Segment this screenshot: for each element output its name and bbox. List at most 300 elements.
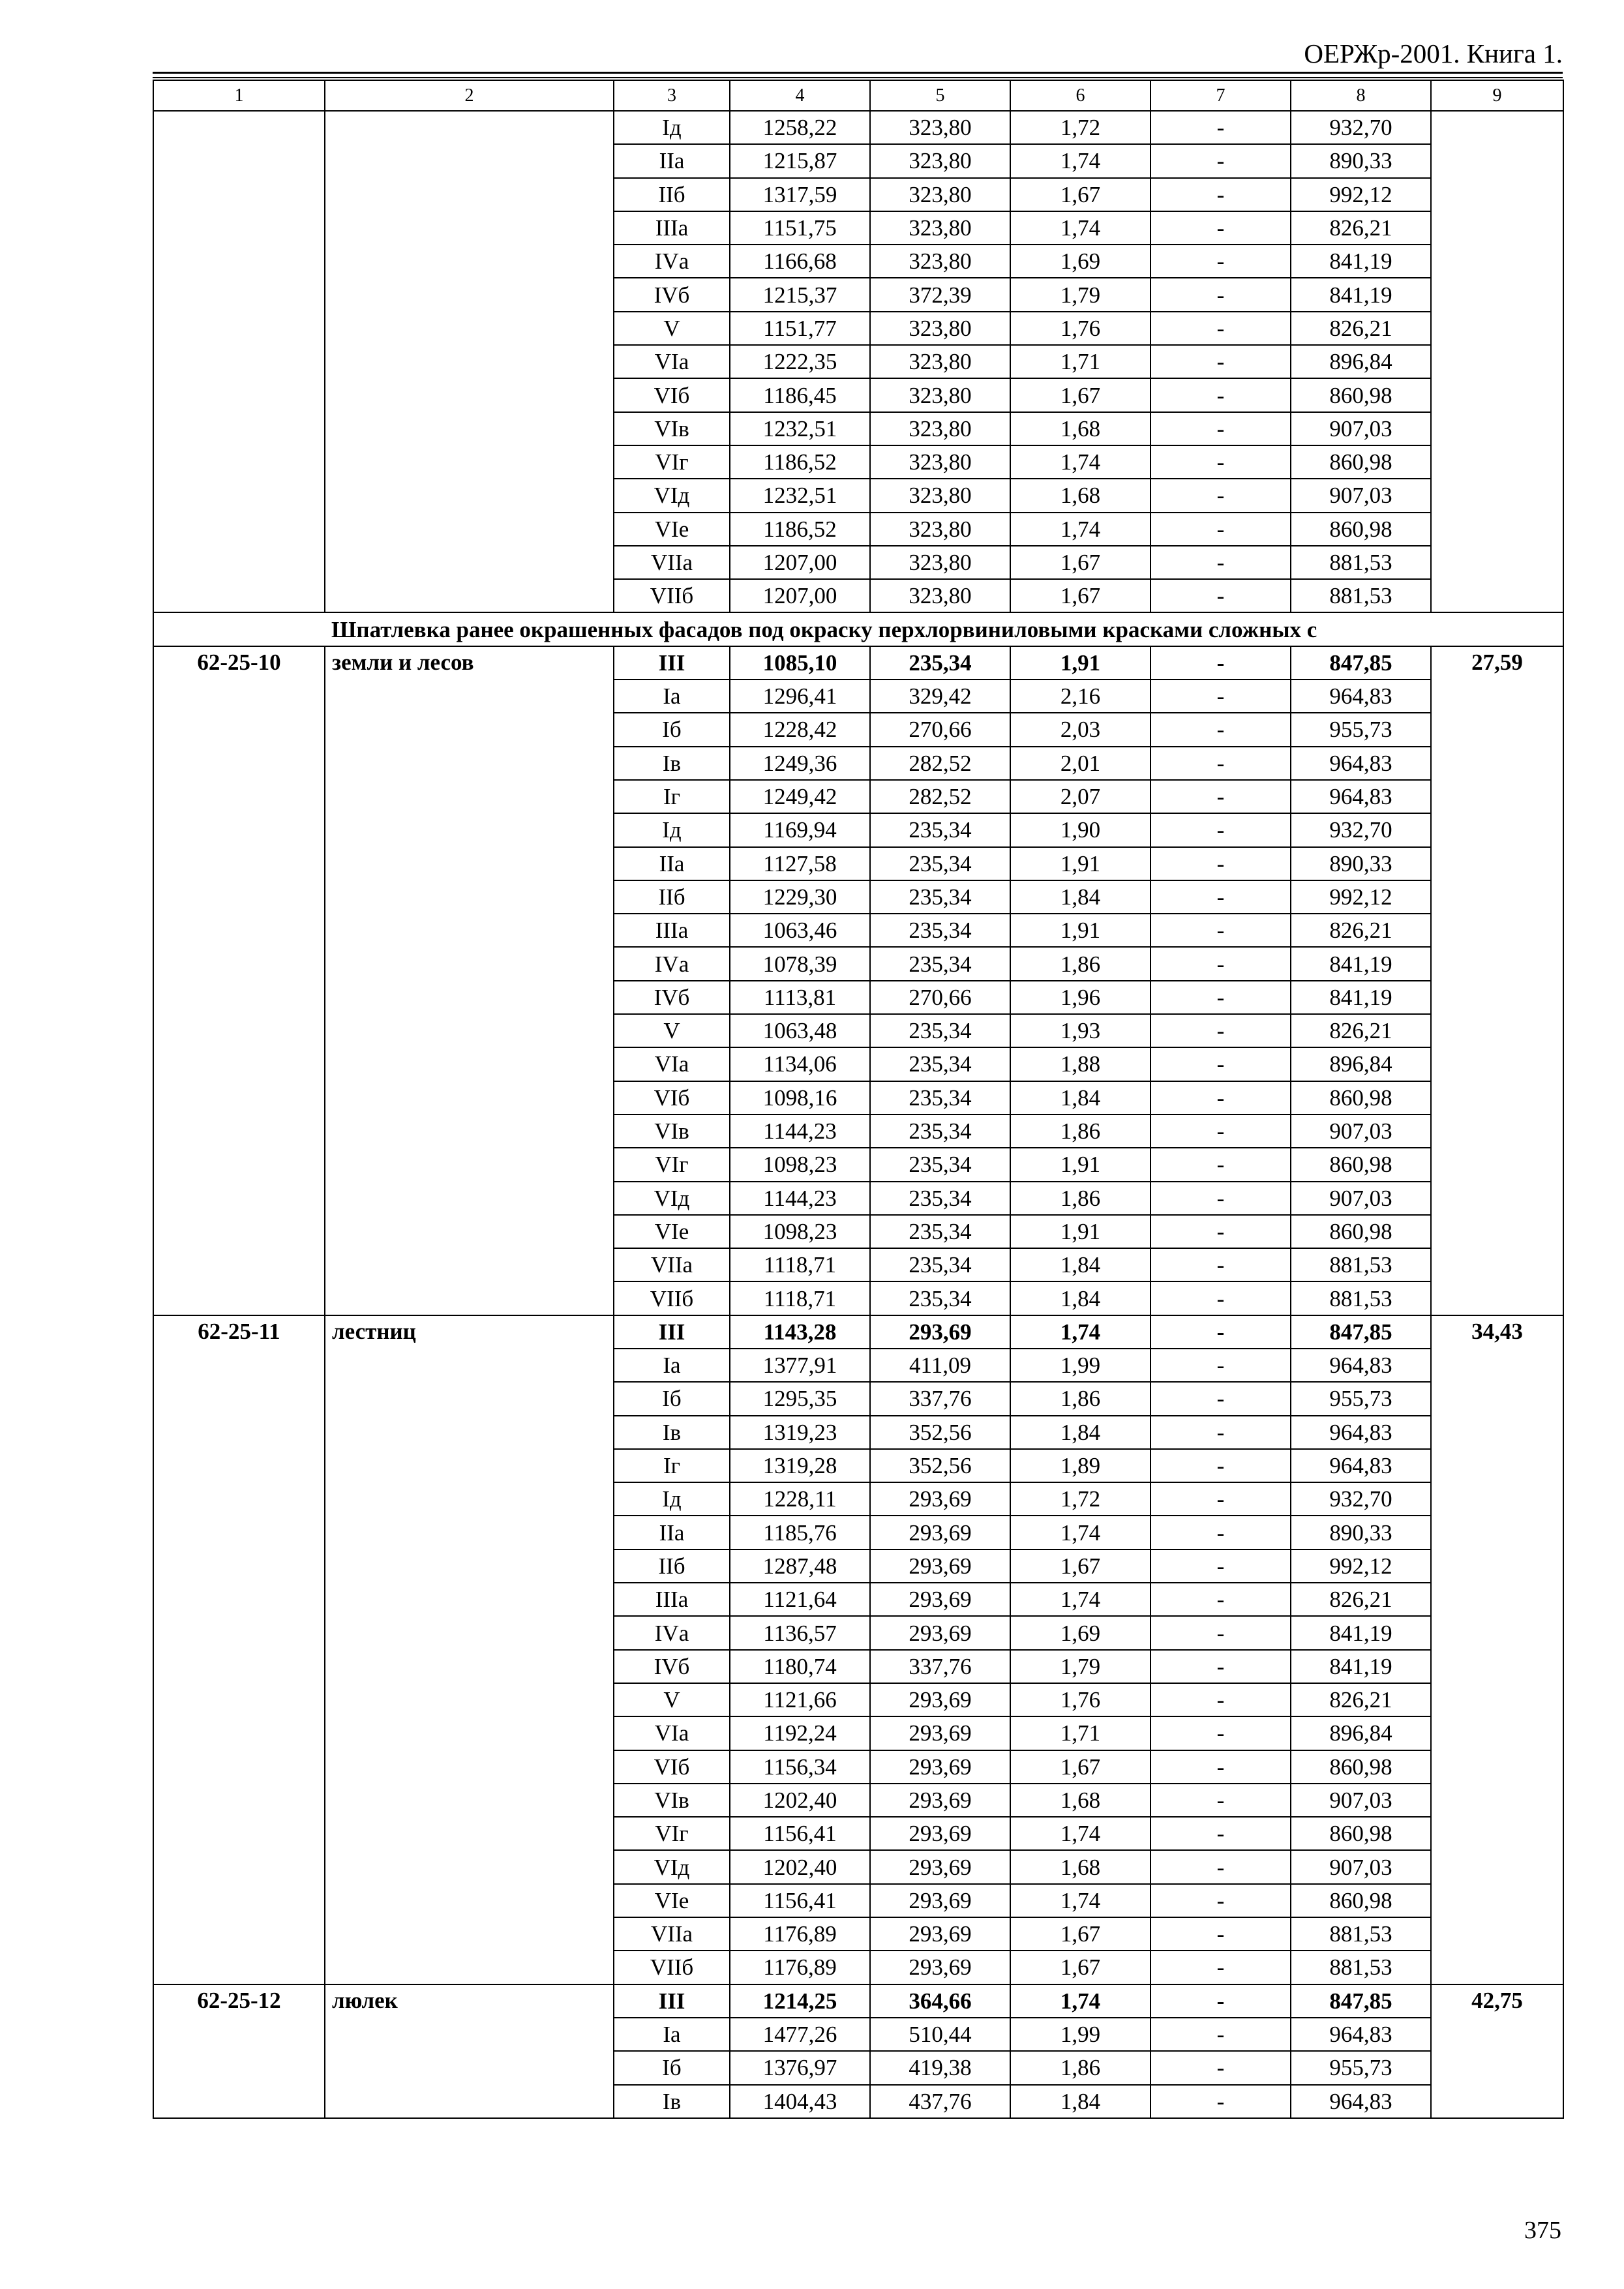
table-cell: 1136,57 [730,1616,870,1649]
table-cell: 323,80 [870,479,1010,512]
table-cell: 437,76 [870,2085,1010,2118]
table-cell: 1,84 [1010,2085,1150,2118]
table-cell: 860,98 [1291,1148,1431,1181]
table-cell: 826,21 [1291,312,1431,345]
table-cell: - [1150,1750,1291,1784]
table-cell: - [1150,1549,1291,1583]
table-cell: 881,53 [1291,1281,1431,1315]
table-cell: 907,03 [1291,1115,1431,1148]
table-cell: 1098,23 [730,1148,870,1181]
table-cell: IIIа [614,211,730,245]
table-cell: 293,69 [870,1482,1010,1516]
table-cell: 1,74 [1010,1516,1150,1549]
work-name: люлек [325,1984,614,2118]
rates-table-body [153,80,1563,2118]
table-cell: 323,80 [870,111,1010,144]
table-cell: 293,69 [870,1850,1010,1883]
table-cell: - [1150,747,1291,780]
table-cell: - [1150,245,1291,278]
table-cell: 1,68 [1010,479,1150,512]
table-cell: 1,74 [1010,1315,1150,1349]
table-cell: 1186,52 [730,445,870,479]
table-cell: - [1150,1817,1291,1850]
table-cell: 1,67 [1010,1951,1150,1984]
table-cell: 235,34 [870,1248,1010,1281]
table-cell: 1477,26 [730,2018,870,2051]
table-cell: - [1150,1014,1291,1047]
table-cell: 826,21 [1291,914,1431,947]
column-9-value: 27,59 [1431,646,1563,1315]
table-cell: 323,80 [870,345,1010,378]
column-number-header: 7 [1150,80,1291,111]
table-cell: 1,91 [1010,847,1150,880]
table-cell: 860,98 [1291,378,1431,411]
table-cell: VIб [614,378,730,411]
table-cell: - [1150,1583,1291,1616]
table-cell: 1,84 [1010,1281,1150,1315]
table-cell: 1,71 [1010,1716,1150,1750]
table-cell: 1,67 [1010,1549,1150,1583]
table-cell: 323,80 [870,445,1010,479]
table-cell: 1,67 [1010,546,1150,579]
table-cell: 323,80 [870,412,1010,445]
table-cell: - [1150,378,1291,411]
table-cell: 964,83 [1291,2018,1431,2051]
table-cell: IIIа [614,914,730,947]
table-cell: 1,74 [1010,144,1150,177]
table-cell: 860,98 [1291,1884,1431,1917]
table-cell: 1,86 [1010,2051,1150,2084]
table-cell: VIа [614,1716,730,1750]
table-cell: Iд [614,1482,730,1516]
table-cell: - [1150,1884,1291,1917]
table-cell: VIIа [614,546,730,579]
table-cell: 1156,41 [730,1817,870,1850]
column-number-header: 5 [870,80,1010,111]
table-cell: 964,83 [1291,2085,1431,2118]
table-cell: 323,80 [870,513,1010,546]
table-cell: - [1150,479,1291,512]
table-cell: - [1150,1148,1291,1181]
table-cell: 352,56 [870,1449,1010,1482]
table-cell: III [614,646,730,680]
table-cell: 1,74 [1010,513,1150,546]
table-cell: 1,84 [1010,1248,1150,1281]
table-cell: 235,34 [870,947,1010,980]
table-cell: 1,76 [1010,312,1150,345]
table-cell: VIе [614,1884,730,1917]
table-cell: 1,67 [1010,1750,1150,1784]
table-cell: 896,84 [1291,345,1431,378]
table-cell: - [1150,312,1291,345]
table-cell: Iб [614,713,730,746]
table-cell: 992,12 [1291,1549,1431,1583]
table-row [153,1315,1563,1349]
table-cell: 1151,77 [730,312,870,345]
table-cell: 860,98 [1291,513,1431,546]
table-cell: 881,53 [1291,579,1431,612]
table-cell: 881,53 [1291,1917,1431,1951]
table-cell: VIIа [614,1917,730,1951]
table-cell: 323,80 [870,378,1010,411]
table-cell: 1295,35 [730,1382,870,1415]
table-cell: 860,98 [1291,445,1431,479]
table-cell: 1098,23 [730,1215,870,1248]
table-cell: 1317,59 [730,178,870,211]
table-cell: 932,70 [1291,111,1431,144]
table-cell: 1192,24 [730,1716,870,1750]
table-cell: 907,03 [1291,1850,1431,1883]
table-cell: 1229,30 [730,880,870,914]
table-cell: 1,74 [1010,445,1150,479]
table-cell: 235,34 [870,1014,1010,1047]
table-cell: 2,01 [1010,747,1150,780]
table-cell: 293,69 [870,1716,1010,1750]
table-cell: Iа [614,2018,730,2051]
rate-code [153,111,325,612]
table-cell: 841,19 [1291,981,1431,1014]
table-cell: 1,68 [1010,1850,1150,1883]
table-cell: 235,34 [870,914,1010,947]
table-cell: 2,07 [1010,780,1150,813]
table-cell: 847,85 [1291,1315,1431,1349]
table-cell: 841,19 [1291,1650,1431,1683]
table-cell: 1319,28 [730,1449,870,1482]
table-cell: 1,84 [1010,1081,1150,1115]
table-cell: 907,03 [1291,412,1431,445]
table-cell: VIе [614,1215,730,1248]
table-cell: - [1150,1784,1291,1817]
table-cell: - [1150,2051,1291,2084]
table-cell: 1319,23 [730,1416,870,1449]
table-cell: 510,44 [870,2018,1010,2051]
table-cell: 1,67 [1010,1917,1150,1951]
table-cell: 1143,28 [730,1315,870,1349]
table-cell: 1249,36 [730,747,870,780]
table-cell: 1258,22 [730,111,870,144]
table-cell: - [1150,1248,1291,1281]
table-cell: 329,42 [870,680,1010,713]
column-number-header: 9 [1431,80,1563,111]
table-cell: 235,34 [870,1047,1010,1081]
table-cell: IVб [614,278,730,311]
table-cell: VIб [614,1081,730,1115]
table-cell: 1,84 [1010,1416,1150,1449]
table-cell: IVб [614,1650,730,1683]
table-cell: 1,91 [1010,1148,1150,1181]
table-cell: VIIб [614,579,730,612]
table-cell: 964,83 [1291,680,1431,713]
work-name: лестниц [325,1315,614,1984]
table-cell: 1127,58 [730,847,870,880]
table-cell: 1232,51 [730,479,870,512]
table-cell: 293,69 [870,1549,1010,1583]
table-cell: 992,12 [1291,178,1431,211]
table-cell: 1,79 [1010,278,1150,311]
table-cell: IVа [614,1616,730,1649]
table-cell: - [1150,579,1291,612]
table-cell: - [1150,1482,1291,1516]
table-cell: Iд [614,813,730,846]
column-number-header: 1 [153,80,325,111]
table-cell: VIе [614,513,730,546]
table-cell: 1085,10 [730,646,870,680]
table-cell: 2,16 [1010,680,1150,713]
column-number-row [153,80,1563,111]
table-cell: 1,88 [1010,1047,1150,1081]
table-cell: 1,91 [1010,646,1150,680]
table-cell: IIа [614,144,730,177]
table-cell: IIб [614,178,730,211]
table-cell: 1215,87 [730,144,870,177]
table-cell: 235,34 [870,880,1010,914]
table-cell: 1,72 [1010,1482,1150,1516]
table-cell: 293,69 [870,1784,1010,1817]
table-cell: 293,69 [870,1616,1010,1649]
table-cell: - [1150,546,1291,579]
table-cell: - [1150,2085,1291,2118]
table-cell: 323,80 [870,245,1010,278]
header-rule-thick [153,72,1563,74]
table-cell: 1,67 [1010,579,1150,612]
table-cell: - [1150,1215,1291,1248]
table-cell: - [1150,211,1291,245]
table-cell: 411,09 [870,1349,1010,1382]
table-cell: 1113,81 [730,981,870,1014]
table-cell: 1,76 [1010,1683,1150,1716]
table-cell: VIа [614,345,730,378]
table-cell: 1207,00 [730,546,870,579]
table-cell: 881,53 [1291,1248,1431,1281]
table-cell: - [1150,1716,1291,1750]
work-name [325,111,614,612]
table-cell: - [1150,1047,1291,1081]
table-cell: 932,70 [1291,813,1431,846]
table-cell: 964,83 [1291,1349,1431,1382]
table-cell: Iг [614,1449,730,1482]
table-cell: - [1150,646,1291,680]
table-cell: 1,74 [1010,1984,1150,2018]
table-cell: 323,80 [870,178,1010,211]
table-cell: 1,69 [1010,245,1150,278]
table-cell: 1118,71 [730,1248,870,1281]
table-cell: 1,86 [1010,1115,1150,1148]
table-cell: VIв [614,412,730,445]
table-cell: Iб [614,2051,730,2084]
table-cell: 1376,97 [730,2051,870,2084]
table-cell: - [1150,880,1291,914]
table-cell: 293,69 [870,1817,1010,1850]
table-cell: - [1150,780,1291,813]
table-cell: IIа [614,1516,730,1549]
table-cell: - [1150,1516,1291,1549]
table-cell: 890,33 [1291,847,1431,880]
table-cell: 1404,43 [730,2085,870,2118]
table-cell: VIг [614,445,730,479]
table-cell: IIб [614,1549,730,1583]
table-cell: 1,90 [1010,813,1150,846]
table-cell: 1180,74 [730,1650,870,1683]
section-title: Шпатлевка ранее окрашенных фасадов под окраску перхлорвиниловыми красками сложных с [153,612,1563,646]
table-cell: V [614,1683,730,1716]
table-cell: 964,83 [1291,747,1431,780]
table-cell: 881,53 [1291,1951,1431,1984]
column-number-header: 8 [1291,80,1431,111]
table-cell: - [1150,914,1291,947]
table-cell: 1176,89 [730,1951,870,1984]
table-cell: 293,69 [870,1583,1010,1616]
table-cell: 1215,37 [730,278,870,311]
column-number-header: 2 [325,80,614,111]
table-cell: 1,99 [1010,2018,1150,2051]
table-cell: 1063,48 [730,1014,870,1047]
table-cell: 293,69 [870,1683,1010,1716]
table-cell: 235,34 [870,1148,1010,1181]
table-cell: 235,34 [870,813,1010,846]
table-cell: 293,69 [870,1750,1010,1784]
table-cell: 826,21 [1291,211,1431,245]
column-number-header: 6 [1010,80,1150,111]
table-cell: Iг [614,780,730,813]
table-cell: 955,73 [1291,713,1431,746]
table-cell: 337,76 [870,1650,1010,1683]
table-cell: - [1150,1917,1291,1951]
table-cell: 1134,06 [730,1047,870,1081]
table-cell: 1,93 [1010,1014,1150,1047]
rate-code: 62-25-10 [153,646,325,1315]
table-cell: Iб [614,1382,730,1415]
column-9-value [1431,111,1563,612]
table-cell: - [1150,847,1291,880]
rates-table [153,80,1564,2119]
table-cell: 1,86 [1010,1182,1150,1215]
table-cell: 235,34 [870,847,1010,880]
table-cell: 1202,40 [730,1784,870,1817]
table-cell: VIб [614,1750,730,1784]
table-cell: 1,71 [1010,345,1150,378]
table-cell: - [1150,412,1291,445]
table-cell: 235,34 [870,1281,1010,1315]
table-cell: 1,72 [1010,111,1150,144]
table-cell: 293,69 [870,1951,1010,1984]
table-cell: 1232,51 [730,412,870,445]
table-cell: 1118,71 [730,1281,870,1315]
table-cell: 955,73 [1291,1382,1431,1415]
table-cell: 1,74 [1010,1583,1150,1616]
table-cell: 1,91 [1010,914,1150,947]
table-cell: - [1150,1416,1291,1449]
column-9-value: 34,43 [1431,1315,1563,1984]
table-cell: 1214,25 [730,1984,870,2018]
table-cell: 860,98 [1291,1817,1431,1850]
table-cell: 847,85 [1291,1984,1431,2018]
table-cell: 841,19 [1291,1616,1431,1649]
rate-code: 62-25-12 [153,1984,325,2118]
table-cell: Iд [614,111,730,144]
table-cell: 323,80 [870,312,1010,345]
page-number: 375 [1524,2217,1561,2244]
table-cell: 1249,42 [730,780,870,813]
table-cell: 1,99 [1010,1349,1150,1382]
document-header-title: ОЕРЖр-2001. Книга 1. [1304,38,1563,68]
table-cell: 1,79 [1010,1650,1150,1683]
table-cell: - [1150,1650,1291,1683]
table-cell: 955,73 [1291,2051,1431,2084]
table-cell: - [1150,111,1291,144]
table-cell: 890,33 [1291,1516,1431,1549]
table-cell: 323,80 [870,546,1010,579]
table-cell: VIIа [614,1248,730,1281]
table-cell: 860,98 [1291,1215,1431,1248]
table-cell: 235,34 [870,1182,1010,1215]
table-cell: - [1150,1382,1291,1415]
table-cell: 235,34 [870,1215,1010,1248]
header-rule-thin [153,77,1563,78]
table-cell: - [1150,1081,1291,1115]
table-cell: 1063,46 [730,914,870,947]
table-cell: 896,84 [1291,1047,1431,1081]
table-cell: 1,96 [1010,981,1150,1014]
table-cell: VIд [614,479,730,512]
table-cell: Iв [614,1416,730,1449]
table-cell: VIа [614,1047,730,1081]
table-cell: - [1150,345,1291,378]
table-cell: 1,67 [1010,378,1150,411]
table-cell: 1144,23 [730,1115,870,1148]
table-cell: - [1150,1984,1291,2018]
table-cell: 1098,16 [730,1081,870,1115]
table-cell: 293,69 [870,1516,1010,1549]
table-cell: 964,83 [1291,1416,1431,1449]
table-cell: V [614,312,730,345]
table-cell: 419,38 [870,2051,1010,2084]
table-cell: IIIа [614,1583,730,1616]
table-cell: 1,91 [1010,1215,1150,1248]
table-cell: - [1150,1683,1291,1716]
table-cell: IIа [614,847,730,880]
table-cell: - [1150,278,1291,311]
table-cell: 1156,34 [730,1750,870,1784]
table-cell: - [1150,1616,1291,1649]
table-cell: 1,69 [1010,1616,1150,1649]
table-cell: 1156,41 [730,1884,870,1917]
table-cell: VIIб [614,1281,730,1315]
table-cell: 1,68 [1010,1784,1150,1817]
table-cell: 992,12 [1291,880,1431,914]
table-cell: 1,74 [1010,1817,1150,1850]
table-cell: 270,66 [870,981,1010,1014]
table-cell: - [1150,1182,1291,1215]
table-cell: IVа [614,947,730,980]
table-cell: 1377,91 [730,1349,870,1382]
table-cell: - [1150,1115,1291,1148]
table-cell: - [1150,947,1291,980]
table-cell: 235,34 [870,1081,1010,1115]
table-cell: VIIб [614,1951,730,1984]
table-cell: 1169,94 [730,813,870,846]
table-cell: IVб [614,981,730,1014]
table-cell: 1,74 [1010,1884,1150,1917]
rate-code: 62-25-11 [153,1315,325,1984]
table-cell: 323,80 [870,211,1010,245]
table-cell: 881,53 [1291,546,1431,579]
table-cell: - [1150,1449,1291,1482]
table-cell: 1222,35 [730,345,870,378]
table-cell: 352,56 [870,1416,1010,1449]
table-cell: 1121,66 [730,1683,870,1716]
table-cell: 907,03 [1291,1784,1431,1817]
table-cell: VIд [614,1182,730,1215]
